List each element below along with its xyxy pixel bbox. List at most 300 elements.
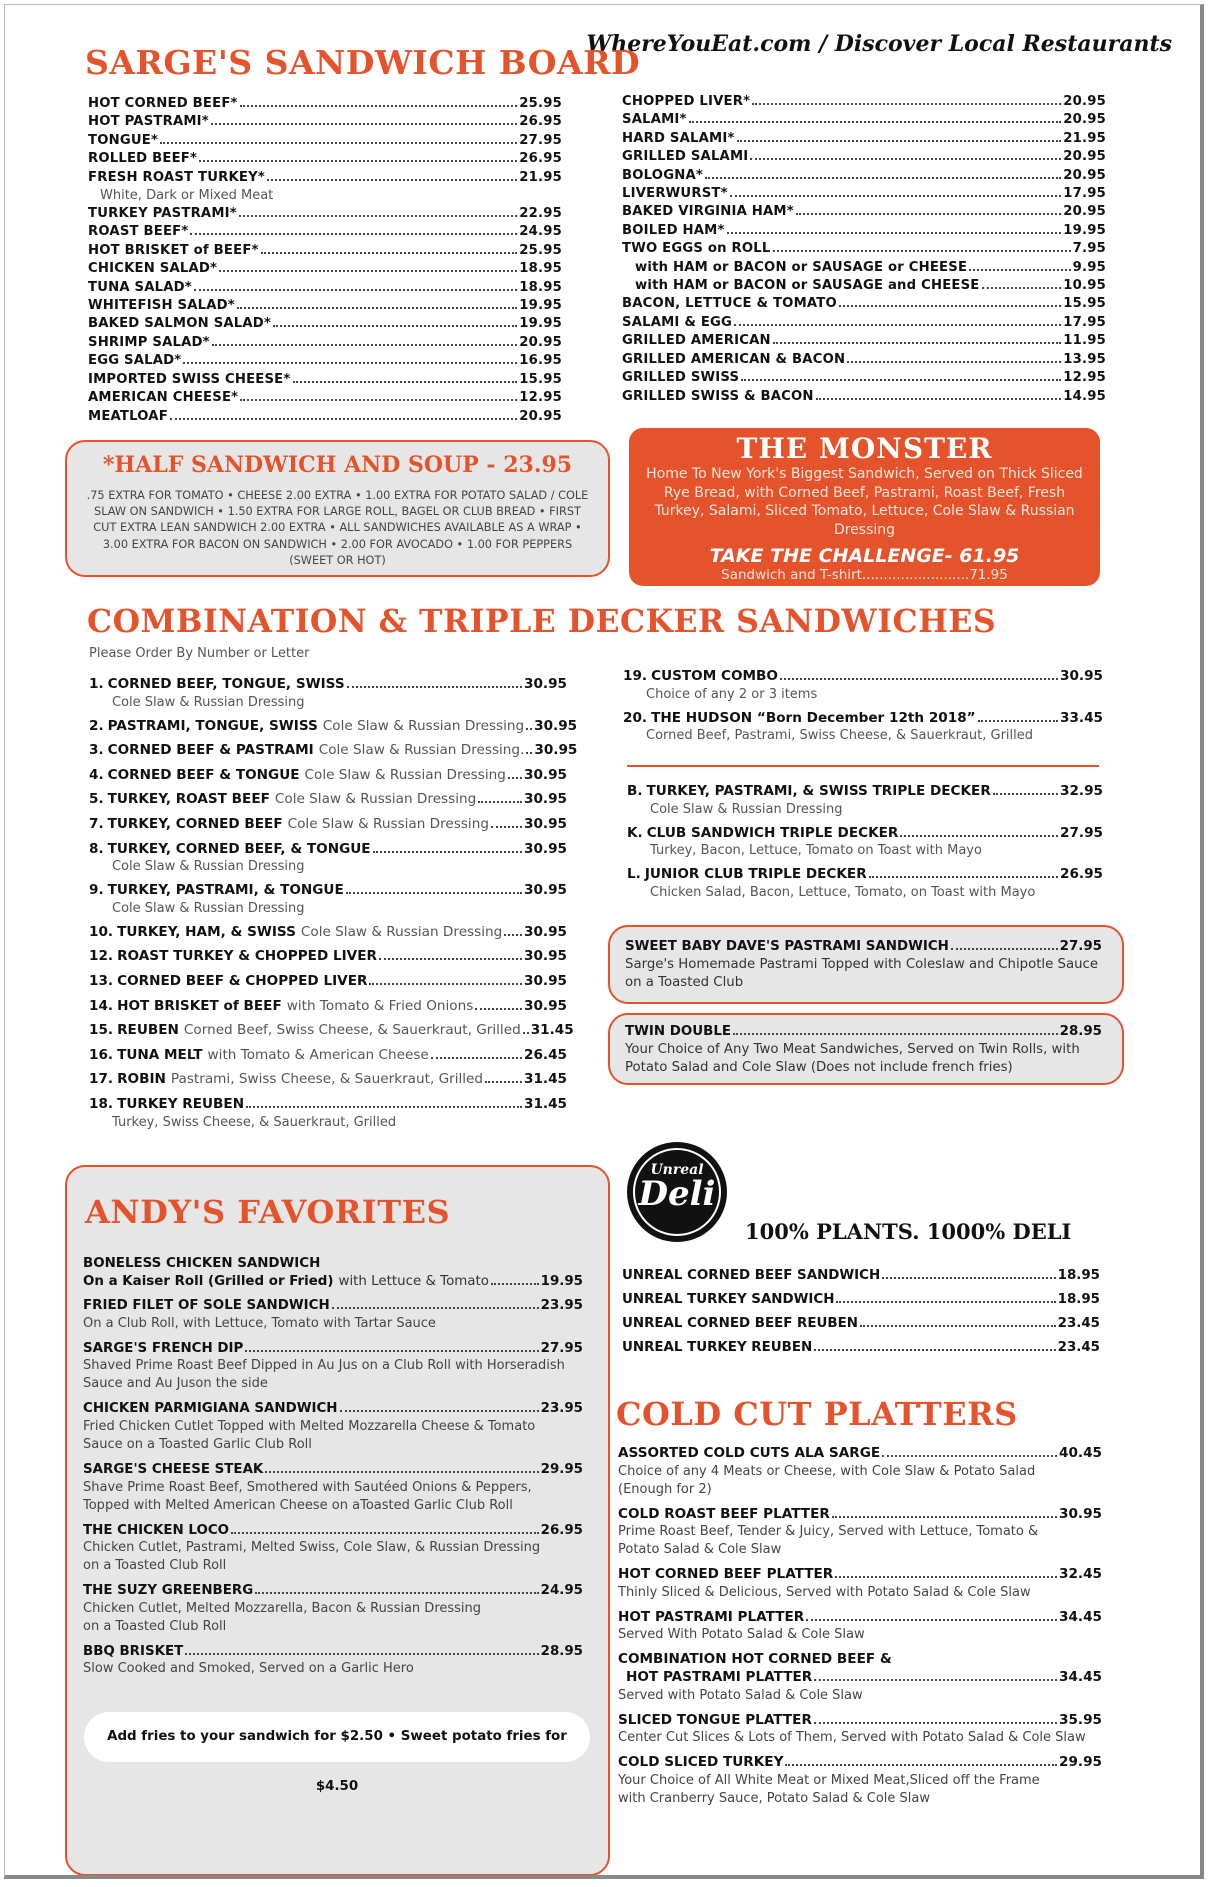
dot-leader xyxy=(806,1619,1057,1621)
item-description: Thinly Sliced & Delicious, Served with Potato Salad & Cole Slaw xyxy=(618,1584,1031,1600)
item-price: 22.95 xyxy=(519,206,562,222)
dot-leader xyxy=(836,1301,1055,1303)
item-name: COMBINATION HOT CORNED BEEF & xyxy=(618,1651,892,1668)
combo-item xyxy=(89,816,567,834)
item-number: 14. xyxy=(89,997,114,1014)
item-name: TURKEY PASTRAMI* xyxy=(88,206,237,222)
cold-cut-item xyxy=(618,1609,1102,1645)
item-price: 10.95 xyxy=(1063,278,1106,294)
item-name: COLD SLICED TURKEY xyxy=(618,1754,784,1771)
item-name: JUNIOR CLUB TRIPLE DECKER xyxy=(644,866,867,883)
dot-leader xyxy=(237,307,517,309)
menu-item xyxy=(622,185,1106,203)
item-extra: Cole Slaw & Russian Dressing xyxy=(300,923,503,940)
combo-item xyxy=(89,1071,567,1089)
dot-leader xyxy=(869,876,1058,878)
cold-cut-line xyxy=(618,1445,1102,1463)
item-price: 31.45 xyxy=(524,1095,567,1112)
dot-leader xyxy=(478,801,522,803)
combo-line xyxy=(89,841,567,859)
item-name: IMPORTED SWISS CHEESE* xyxy=(88,371,291,387)
sandwich-board-left xyxy=(88,95,562,426)
dot-leader xyxy=(730,195,1062,197)
menu-item xyxy=(622,130,1106,148)
dot-leader xyxy=(491,826,522,828)
cold-cut-item xyxy=(618,1445,1102,1499)
item-name: ROLLED BEEF* xyxy=(88,151,198,167)
item-name: UNREAL CORNED BEEF REUBEN xyxy=(622,1316,858,1332)
menu-item xyxy=(88,389,562,407)
unreal-item xyxy=(622,1339,1100,1357)
monster-box xyxy=(629,428,1100,586)
dot-leader xyxy=(847,361,1061,363)
item-extra: Cole Slaw & Russian Dressing. xyxy=(318,742,525,759)
combination-note: Please Order By Number or Letter xyxy=(89,646,310,661)
dot-leader xyxy=(814,1722,1057,1724)
item-extra: with Tomato & American Cheese xyxy=(207,1046,429,1063)
item-price: 21.95 xyxy=(1063,130,1106,146)
menu-item xyxy=(88,95,562,113)
item-subname: On a Kaiser Roll (Grilled or Fried) xyxy=(83,1273,334,1289)
menu-item xyxy=(88,279,562,297)
item-price: 27.95 xyxy=(540,1340,583,1356)
item-number: 15. xyxy=(89,1022,114,1039)
item-price: 24.95 xyxy=(540,1583,583,1599)
item-name: HARD SALAMI* xyxy=(622,130,735,146)
item-name: BBQ BRISKET xyxy=(83,1643,184,1659)
item-price: 26.95 xyxy=(519,114,562,130)
item-extra: with Tomato & Fried Onions xyxy=(286,997,474,1014)
combo-line xyxy=(89,717,578,736)
combo-line xyxy=(89,791,567,809)
item-price: 28.95 xyxy=(540,1643,583,1659)
dot-leader xyxy=(796,213,1061,215)
combo-line xyxy=(89,816,567,834)
item-name: TWO EGGS on ROLL xyxy=(622,241,771,257)
item-price: 30.95 xyxy=(1060,668,1103,684)
combo-line xyxy=(89,973,567,991)
combo-item xyxy=(627,825,1103,860)
item-name: HOT BRISKET of BEEF xyxy=(117,997,282,1014)
item-name: ASSORTED COLD CUTS ALA SARGE xyxy=(618,1445,881,1461)
item-price: 18.95 xyxy=(519,279,562,295)
item-name: ROBIN xyxy=(117,1071,166,1088)
item-price: 15.95 xyxy=(1063,296,1106,312)
menu-item xyxy=(88,352,562,370)
item-description: Served With Potato Salad & Cole Slaw xyxy=(618,1627,865,1643)
dot-leader xyxy=(347,686,522,688)
item-extra: Cole Slaw & Russian Dressing xyxy=(274,791,477,808)
item-price: 31.45 xyxy=(530,1022,574,1039)
item-description: Center Cut Slices & Lots of Them, Served with Potato Salad & Cole Slaw xyxy=(618,1730,1086,1746)
item-price: 20.95 xyxy=(1063,204,1106,220)
item-number: 7. xyxy=(89,815,104,832)
sweet-baby-name: SWEET BABY DAVE'S PASTRAMI SANDWICH xyxy=(625,939,949,954)
triple-deckers xyxy=(627,783,1103,908)
menu-item xyxy=(88,223,562,241)
andys-line xyxy=(83,1522,583,1540)
menu-item xyxy=(88,113,562,131)
dot-leader xyxy=(969,269,1071,271)
twin-double-name: TWIN DOUBLE xyxy=(625,1024,732,1039)
combo-item xyxy=(89,1096,567,1131)
item-description: Corned Beef, Pastrami, Swiss Cheese, & Sauerkraut, Grilled xyxy=(646,728,1034,744)
item-name: HOT PASTRAMI PLATTER xyxy=(626,1668,813,1685)
item-name: AMERICAN CHEESE* xyxy=(88,390,239,406)
combo-line xyxy=(89,998,567,1016)
item-price: 20.95 xyxy=(1063,112,1106,128)
combo-item xyxy=(89,676,567,711)
item-name: SALAMI & EGG xyxy=(622,314,733,330)
item-name: GRILLED AMERICAN xyxy=(622,333,771,349)
item-description: Cole Slaw & Russian Dressing xyxy=(112,694,305,710)
dot-leader xyxy=(814,1679,1057,1681)
item-name: CORNED BEEF & CHOPPED LIVER xyxy=(117,972,368,989)
menu-item xyxy=(88,408,562,426)
item-price: 19.95 xyxy=(1063,222,1106,238)
item-name: CORNED BEEF & TONGUE xyxy=(107,766,300,783)
combo-item xyxy=(89,717,578,736)
item-price: 11.95 xyxy=(1063,333,1106,349)
cold-cut-line xyxy=(618,1609,1102,1627)
item-name: BONELESS CHICKEN SANDWICH xyxy=(83,1256,321,1271)
item-price: 30.95 xyxy=(524,791,567,808)
menu-item xyxy=(88,297,562,315)
cold-cut-item xyxy=(618,1506,1102,1560)
menu-item xyxy=(88,150,562,168)
dot-leader xyxy=(882,1455,1057,1457)
combo-item xyxy=(89,924,567,942)
unreal-list xyxy=(622,1267,1100,1363)
cold-cut-item xyxy=(618,1712,1102,1748)
dot-leader xyxy=(245,1350,538,1352)
item-name: UNREAL TURKEY REUBEN xyxy=(622,1340,813,1356)
dot-leader xyxy=(982,287,1062,289)
item-price: 27.95 xyxy=(1060,824,1103,841)
dot-leader xyxy=(293,381,518,383)
combo-line xyxy=(89,676,567,694)
cold-cuts-list xyxy=(618,1445,1102,1815)
item-description: Chicken Cutlet, Pastrami, Melted Swiss, Cole Slaw, & Russian Dressing xyxy=(83,1540,541,1556)
item-price: 25.95 xyxy=(519,96,562,111)
cold-cut-item xyxy=(618,1566,1102,1602)
item-name: TUNA MELT xyxy=(117,1046,203,1063)
dot-leader xyxy=(785,1764,1057,1766)
item-name: PASTRAMI, TONGUE, SWISS xyxy=(107,717,318,734)
item-price: 13.95 xyxy=(1063,351,1106,367)
item-number: 2. xyxy=(89,717,104,734)
combo-item xyxy=(627,783,1103,818)
item-name: THE CHICKEN LOCO xyxy=(83,1522,230,1538)
dot-leader xyxy=(231,1532,539,1534)
item-name: SLICED TONGUE PLATTER xyxy=(618,1711,812,1728)
dot-leader xyxy=(832,1516,1057,1518)
sandwich-board-title: SARGE'S SANDWICH BOARD xyxy=(85,43,641,82)
item-name: with HAM or BACON or SAUSAGE or CHEESE xyxy=(635,259,968,275)
cold-cut-line xyxy=(618,1712,1102,1730)
item-name: LIVERWURST* xyxy=(622,186,728,202)
item-number: 20. xyxy=(623,709,648,726)
dot-leader xyxy=(373,851,522,853)
cold-cuts-title: COLD CUT PLATTERS xyxy=(616,1395,1018,1433)
dot-leader xyxy=(255,1592,538,1594)
item-name: MEATLOAF xyxy=(88,408,168,424)
combo-line xyxy=(623,668,1103,686)
menu-item xyxy=(622,332,1106,350)
item-price: 30.95 xyxy=(524,815,567,832)
twin-double-desc-1: Your Choice of Any Two Meat Sandwiches, Served on Twin Rolls, with xyxy=(625,1041,1080,1057)
sweet-baby-desc-2: on a Toasted Club xyxy=(625,974,744,990)
item-name: TURKEY REUBEN xyxy=(117,1095,245,1112)
item-number: 12. xyxy=(89,948,114,965)
item-number: 8. xyxy=(89,840,104,857)
item-number: K. xyxy=(627,824,643,841)
item-description: Choice of any 4 Meats or Cheese, with Cole Slaw & Potato Salad xyxy=(618,1463,1036,1479)
dot-leader xyxy=(379,958,522,960)
item-number: 17. xyxy=(89,1071,114,1088)
dot-leader xyxy=(183,362,517,364)
monster-description: Home To New York's Biggest Sandwich, Served on Thick Sliced Rye Bread, with Corned Beef, Pastrami, Roast Beef, Fresh Turkey, Salami, Sliced Tomato, Lettuce, Cole Slaw & Russian Dressing xyxy=(646,466,1083,538)
combo-line xyxy=(89,1047,567,1065)
item-price: 30.95 xyxy=(534,717,578,734)
dot-leader xyxy=(265,1471,538,1473)
combo-item xyxy=(89,1047,567,1065)
item-description: Cole Slaw & Russian Dressing xyxy=(650,801,843,817)
menu-item xyxy=(622,351,1106,369)
item-number: 16. xyxy=(89,1046,114,1063)
dot-leader xyxy=(160,142,517,144)
item-price: 30.95 xyxy=(524,766,567,783)
item-price: 25.95 xyxy=(519,242,562,258)
item-extra: Cole Slaw & Russian Dressing xyxy=(304,766,506,783)
item-name: ROAST BEEF* xyxy=(88,224,189,240)
dot-leader xyxy=(267,179,517,181)
cold-cut-line xyxy=(618,1566,1102,1584)
combo-item xyxy=(89,767,567,785)
item-description: Your Choice of All White Meat or Mixed Meat,Sliced off the Frame xyxy=(618,1772,1040,1788)
item-description: on a Toasted Club Roll xyxy=(83,1618,227,1634)
unreal-item xyxy=(622,1267,1100,1285)
andys-line xyxy=(83,1297,583,1315)
item-name: ROAST TURKEY & CHOPPED LIVER xyxy=(117,948,377,965)
item-name: HOT CORNED BEEF PLATTER xyxy=(618,1566,834,1583)
item-name: GRILLED SALAMI xyxy=(622,149,749,165)
item-description: Chicken Cutlet, Melted Mozzarella, Bacon & Russian Dressing xyxy=(83,1600,482,1616)
item-price: 19.95 xyxy=(519,316,562,332)
item-price: 18.95 xyxy=(1057,1292,1100,1308)
item-name: CLUB SANDWICH TRIPLE DECKER xyxy=(646,824,899,841)
dot-leader xyxy=(240,399,517,401)
cold-cut-line xyxy=(618,1506,1102,1524)
item-name: WHITEFISH SALAD* xyxy=(88,298,235,314)
item-name: SHRIMP SALAD* xyxy=(88,334,210,350)
dot-leader xyxy=(752,103,1061,105)
dot-leader xyxy=(485,1081,522,1083)
dot-leader xyxy=(734,324,1061,326)
item-extra: Cole Slaw & Russian Dressing xyxy=(322,717,525,734)
dot-leader xyxy=(504,934,522,936)
item-price: 26.95 xyxy=(540,1522,583,1538)
item-name: GRILLED SWISS & BACON xyxy=(622,388,814,404)
item-extra: with Lettuce & Tomato xyxy=(338,1273,489,1289)
dot-leader xyxy=(369,983,522,985)
dot-leader xyxy=(190,233,517,235)
item-price: 30.95 xyxy=(524,972,567,989)
item-price: 12.95 xyxy=(519,390,562,406)
item-name: HOT PASTRAMI PLATTER xyxy=(618,1608,805,1625)
item-name: SARGE'S CHEESE STEAK xyxy=(83,1461,264,1477)
menu-item xyxy=(88,205,562,223)
menu-item xyxy=(622,314,1106,332)
item-price: 14.95 xyxy=(1063,388,1106,404)
item-price: 30.95 xyxy=(524,840,567,857)
item-name: TURKEY, ROAST BEEF xyxy=(107,791,270,808)
item-price: 29.95 xyxy=(1059,1754,1102,1771)
dot-leader xyxy=(194,289,517,291)
andys-favorites-title: ANDY'S FAVORITES xyxy=(85,1193,451,1231)
item-name: TONGUE* xyxy=(88,132,159,148)
item-price: 18.95 xyxy=(1057,1268,1100,1283)
dot-leader xyxy=(185,1653,538,1655)
combo-line xyxy=(89,1096,567,1114)
item-number: L. xyxy=(627,866,641,883)
andys-item xyxy=(83,1522,583,1576)
item-name: TUNA SALAD* xyxy=(88,279,192,295)
item-number: 13. xyxy=(89,972,114,989)
menu-item xyxy=(622,167,1106,185)
dot-leader xyxy=(526,752,532,754)
menu-item xyxy=(88,132,562,150)
item-number: 18. xyxy=(89,1095,114,1112)
dot-leader xyxy=(689,121,1062,123)
item-price: 20.95 xyxy=(1063,94,1106,109)
twin-double-line xyxy=(625,1023,1102,1041)
menu-item xyxy=(622,277,1106,295)
sandwich-board-right xyxy=(622,93,1106,406)
menu-page xyxy=(4,4,1204,1879)
andys-item xyxy=(83,1461,583,1515)
andys-line xyxy=(83,1461,583,1479)
item-description: Fried Chicken Cutlet Topped with Melted Mozzarella Cheese & Tomato xyxy=(83,1418,536,1434)
item-price: 24.95 xyxy=(519,224,562,240)
combo-item xyxy=(89,841,567,876)
menu-item xyxy=(622,240,1106,258)
item-name: with HAM or BACON or SAUSAGE and CHEESE xyxy=(635,278,980,294)
sweet-baby-box xyxy=(608,925,1124,1004)
combo-item xyxy=(89,742,578,760)
combo-item xyxy=(89,1022,574,1040)
item-price: 34.45 xyxy=(1059,1668,1102,1685)
dot-leader xyxy=(882,1277,1055,1279)
andys-line xyxy=(83,1643,583,1661)
combination-title: COMBINATION & TRIPLE DECKER SANDWICHES xyxy=(87,603,997,640)
item-description: Chicken Salad, Bacon, Lettuce, Tomato, on Toast with Mayo xyxy=(650,884,1036,900)
item-price: 20.95 xyxy=(519,408,562,424)
item-name: TURKEY, CORNED BEEF, & TONGUE xyxy=(107,840,371,857)
unreal-deli-logo xyxy=(627,1142,727,1242)
item-price: 23.45 xyxy=(1057,1316,1100,1332)
combo-item xyxy=(623,710,1103,745)
twin-double-desc-2: Potato Salad and Cole Slaw (Does not include french fries) xyxy=(625,1059,1013,1075)
item-description: (Enough for 2) xyxy=(618,1481,712,1497)
menu-item xyxy=(622,259,1106,277)
combo-item xyxy=(623,668,1103,703)
item-name: EGG SALAD* xyxy=(88,353,182,369)
item-description: Turkey, Bacon, Lettuce, Tomato on Toast with Mayo xyxy=(650,843,982,859)
item-price: 34.45 xyxy=(1059,1608,1102,1625)
cold-cut-item xyxy=(618,1754,1102,1808)
dot-leader xyxy=(750,158,1061,160)
item-price: 18.95 xyxy=(519,261,562,277)
item-name-line1 xyxy=(618,1651,1102,1669)
menu-item xyxy=(622,203,1106,221)
andys-item xyxy=(83,1582,583,1636)
menu-item xyxy=(622,388,1106,406)
menu-item xyxy=(88,169,562,187)
item-number: 9. xyxy=(89,882,104,899)
sweet-baby-line xyxy=(625,938,1102,956)
cold-cut-line xyxy=(618,1754,1102,1772)
dot-leader xyxy=(737,140,1062,142)
item-description: Potato Salad & Cole Slaw xyxy=(618,1542,782,1558)
item-name: THE SUZY GREENBERG xyxy=(83,1583,254,1599)
item-name: CHICKEN SALAD* xyxy=(88,261,218,277)
dot-leader xyxy=(239,215,517,217)
item-description: On a Club Roll, with Lettuce, Tomato with Tartar Sauce xyxy=(83,1315,436,1331)
item-name: FRIED FILET OF SOLE SANDWICH xyxy=(83,1298,330,1314)
item-price: 30.95 xyxy=(524,997,567,1014)
item-price: 29.95 xyxy=(540,1461,583,1477)
item-name: GRILLED AMERICAN & BACON xyxy=(622,351,846,367)
item-price: 15.95 xyxy=(519,371,562,387)
fries-note: Add fries to your sandwich for $2.50 • Sweet potato fries for $4.50 xyxy=(84,1712,590,1762)
item-price: 30.95 xyxy=(1059,1505,1102,1522)
item-price: 30.95 xyxy=(524,676,567,692)
menu-item xyxy=(622,148,1106,166)
item-name: HOT CORNED BEEF* xyxy=(88,96,238,111)
combo-item xyxy=(89,973,567,991)
logo-deli-text: Deli xyxy=(638,1174,716,1214)
combo-line xyxy=(623,710,1103,728)
item-name: UNREAL CORNED BEEF SANDWICH xyxy=(622,1268,881,1283)
menu-item xyxy=(88,334,562,352)
dot-leader xyxy=(773,250,1071,252)
monster-title: THE MONSTER xyxy=(736,432,993,465)
unreal-tagline: 100% PLANTS. 1000% DELI xyxy=(745,1219,1072,1244)
monster-challenge: TAKE THE CHALLENGE- 61.95 xyxy=(709,545,1020,567)
item-name: GRILLED SWISS xyxy=(622,370,740,386)
item-description: Shave Prime Roast Beef, Smothered with Sautéed Onions & Peppers, xyxy=(83,1479,532,1495)
monster-shirt: Sandwich and T-shirt.........................71.95 xyxy=(721,567,1008,583)
item-price: 26.95 xyxy=(1060,866,1103,883)
item-extra: Corned Beef, Swiss Cheese, & Sauerkraut, Grilled xyxy=(183,1022,521,1039)
item-name: BAKED SALMON SALAD* xyxy=(88,316,272,332)
item-price: 19.95 xyxy=(540,1273,583,1289)
item-price: 23.95 xyxy=(540,1401,583,1417)
dot-leader xyxy=(839,305,1061,307)
dot-leader xyxy=(900,835,1058,837)
menu-item xyxy=(622,369,1106,387)
item-name: COLD ROAST BEEF PLATTER xyxy=(618,1505,830,1522)
item-name: CORNED BEEF & PASTRAMI xyxy=(107,742,314,759)
item-description: Prime Roast Beef, Tender & Juicy, Served with Lettuce, Tomato & xyxy=(618,1524,1039,1540)
item-number: 1. xyxy=(89,676,104,692)
item-name: SARGE'S FRENCH DIP xyxy=(83,1340,244,1356)
item-name: CORNED BEEF, TONGUE, SWISS xyxy=(107,676,345,692)
twin-double-box xyxy=(608,1013,1124,1085)
dot-leader xyxy=(491,1283,539,1285)
andys-line xyxy=(83,1400,583,1418)
